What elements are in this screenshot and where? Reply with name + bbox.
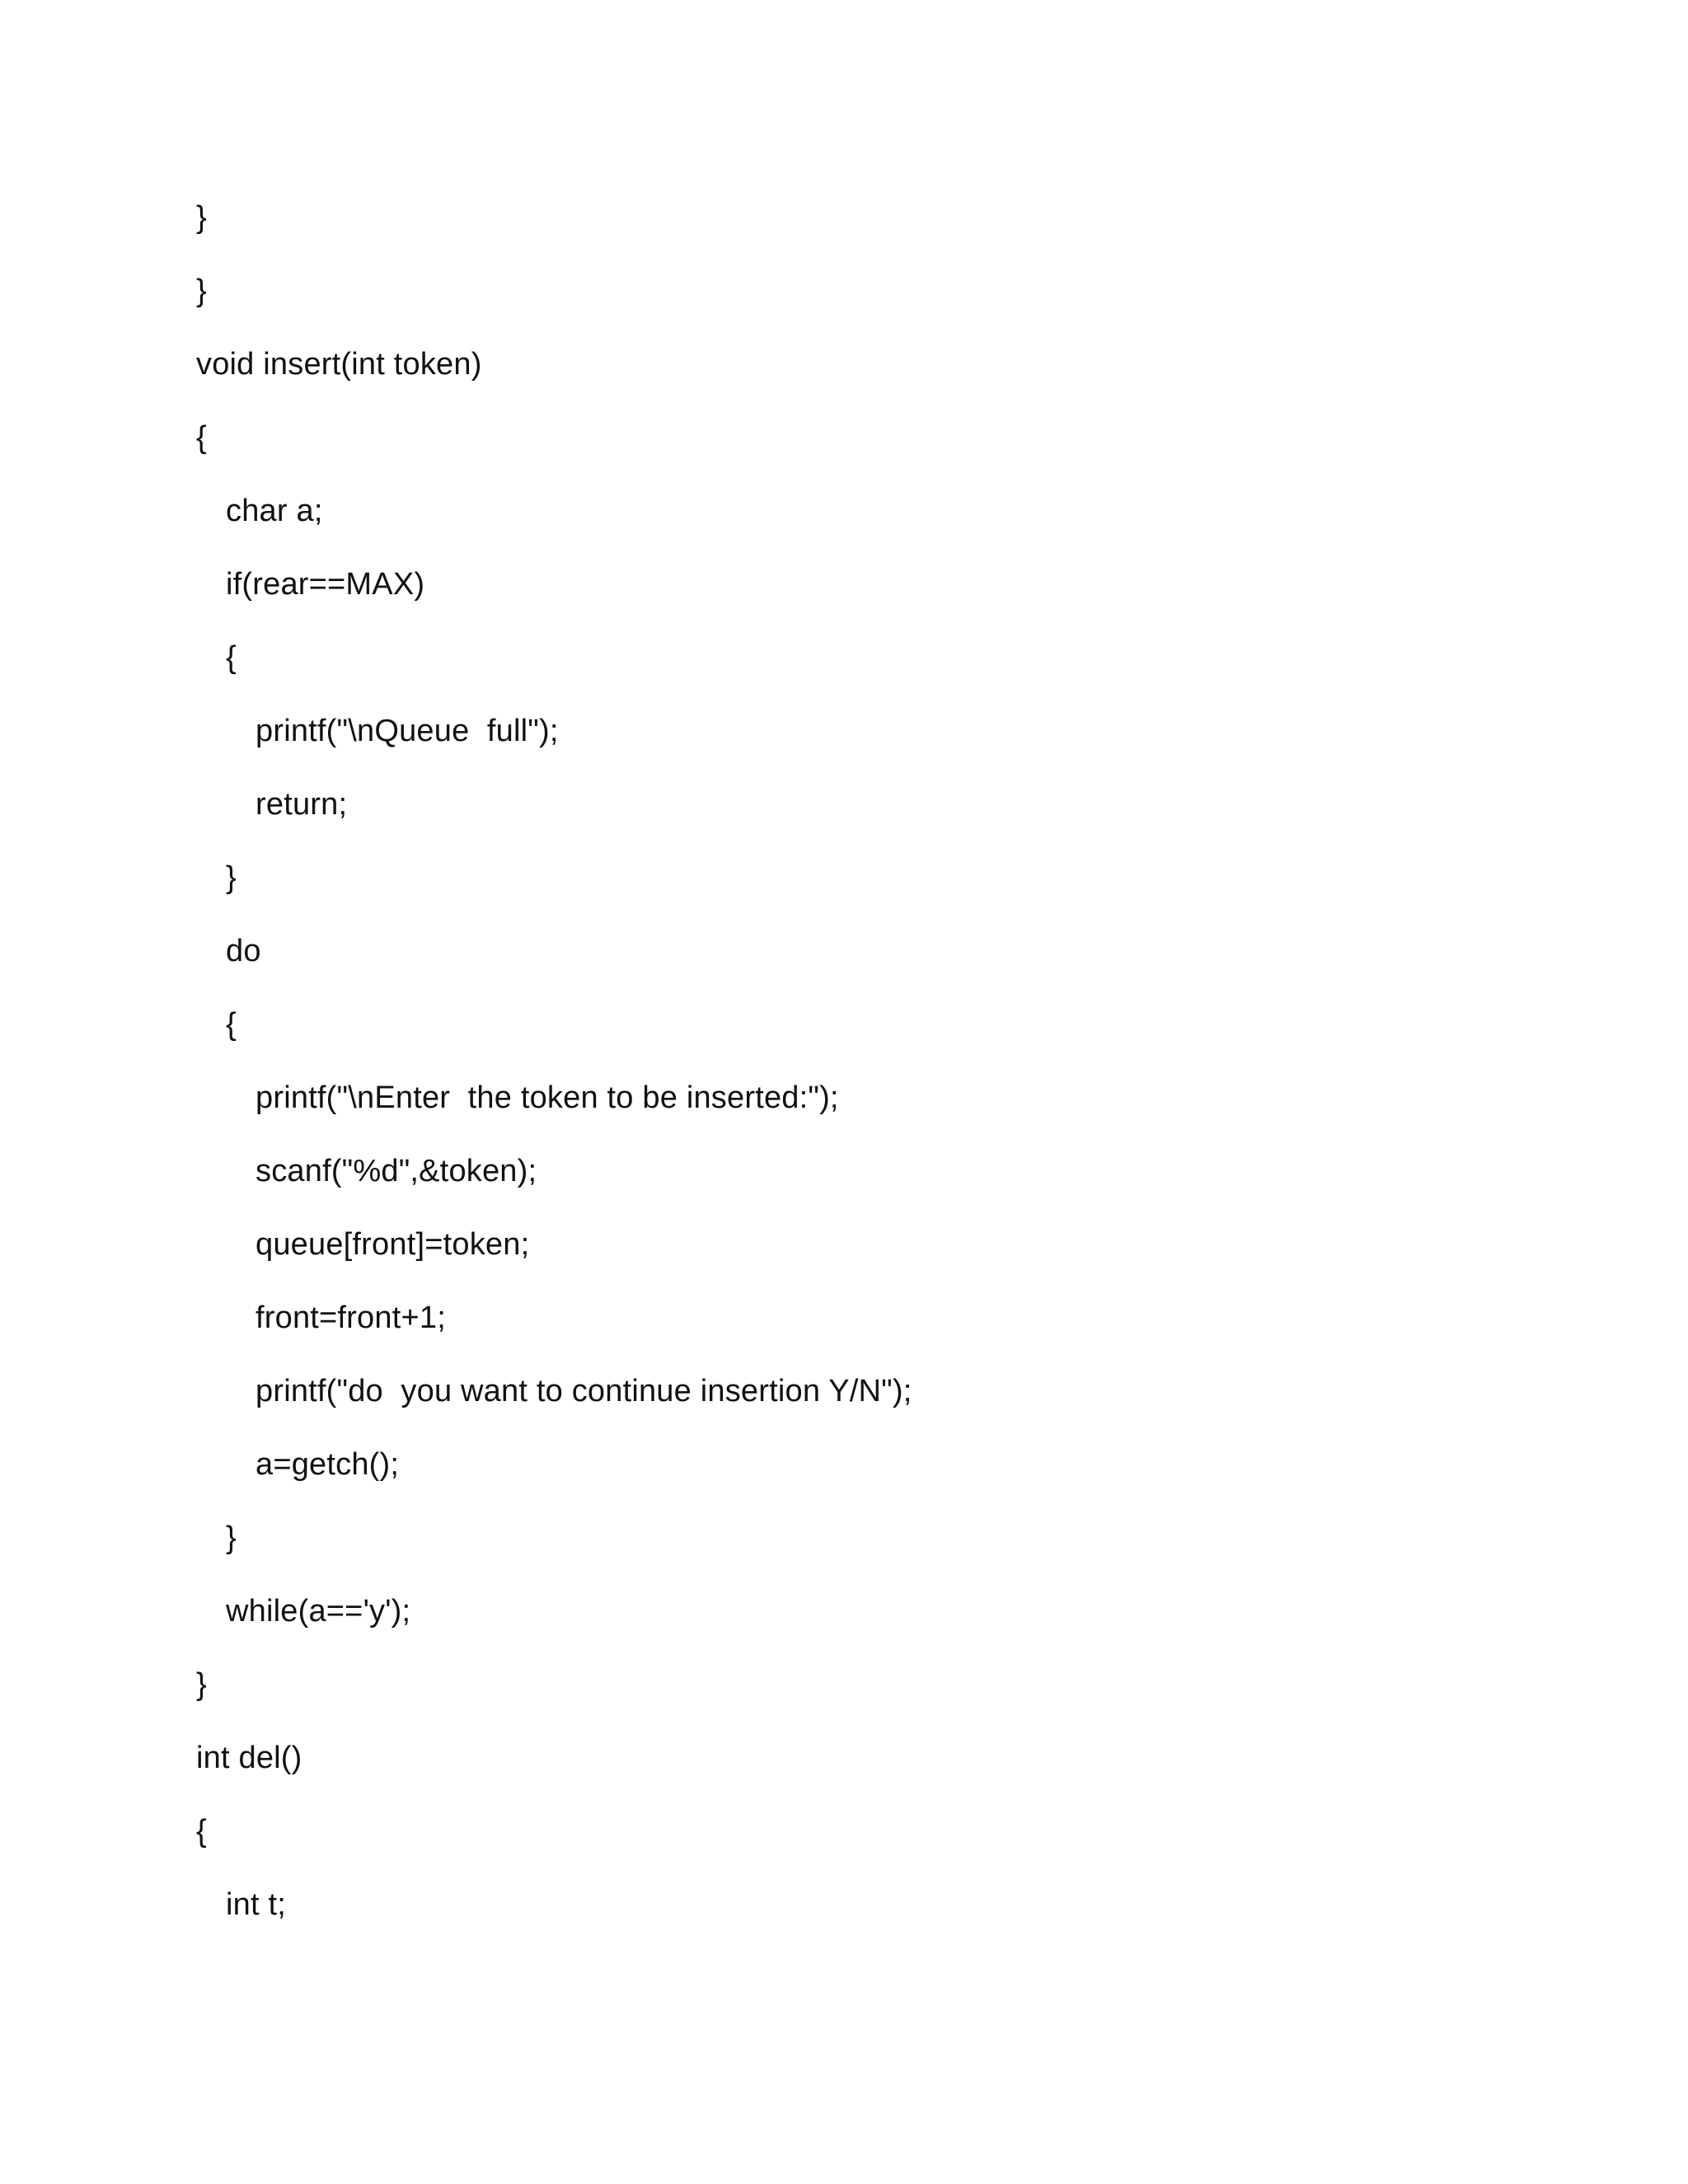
code-line: printf("do you want to continue insertion Y/N");	[256, 1374, 912, 1408]
code-line: }	[196, 274, 207, 308]
code-line: }	[226, 860, 237, 895]
code-line: do	[226, 934, 261, 968]
code-line: printf("\nEnter the token to be inserted:");	[256, 1080, 839, 1115]
code-line: }	[196, 1667, 207, 1702]
code-line: queue[front]=token;	[256, 1227, 530, 1262]
code-line: printf("\nQueue full");	[256, 714, 559, 748]
code-line: front=front+1;	[256, 1301, 446, 1335]
code-line: {	[226, 640, 237, 675]
code-line: {	[196, 420, 207, 455]
code-line: if(rear==MAX)	[226, 567, 425, 602]
code-line: {	[226, 1007, 237, 1042]
code-line: {	[196, 1814, 207, 1849]
code-line: char a;	[226, 494, 323, 528]
code-line: a=getch();	[256, 1447, 400, 1482]
code-line: return;	[256, 787, 348, 822]
code-line: int t;	[226, 1887, 287, 1922]
code-line: }	[196, 200, 207, 235]
code-line: while(a=='y');	[226, 1594, 411, 1629]
code-line: int del()	[196, 1741, 302, 1775]
code-line: void insert(int token)	[196, 347, 482, 382]
code-line: scanf("%d",&token);	[256, 1154, 537, 1188]
code-line: }	[226, 1521, 237, 1555]
